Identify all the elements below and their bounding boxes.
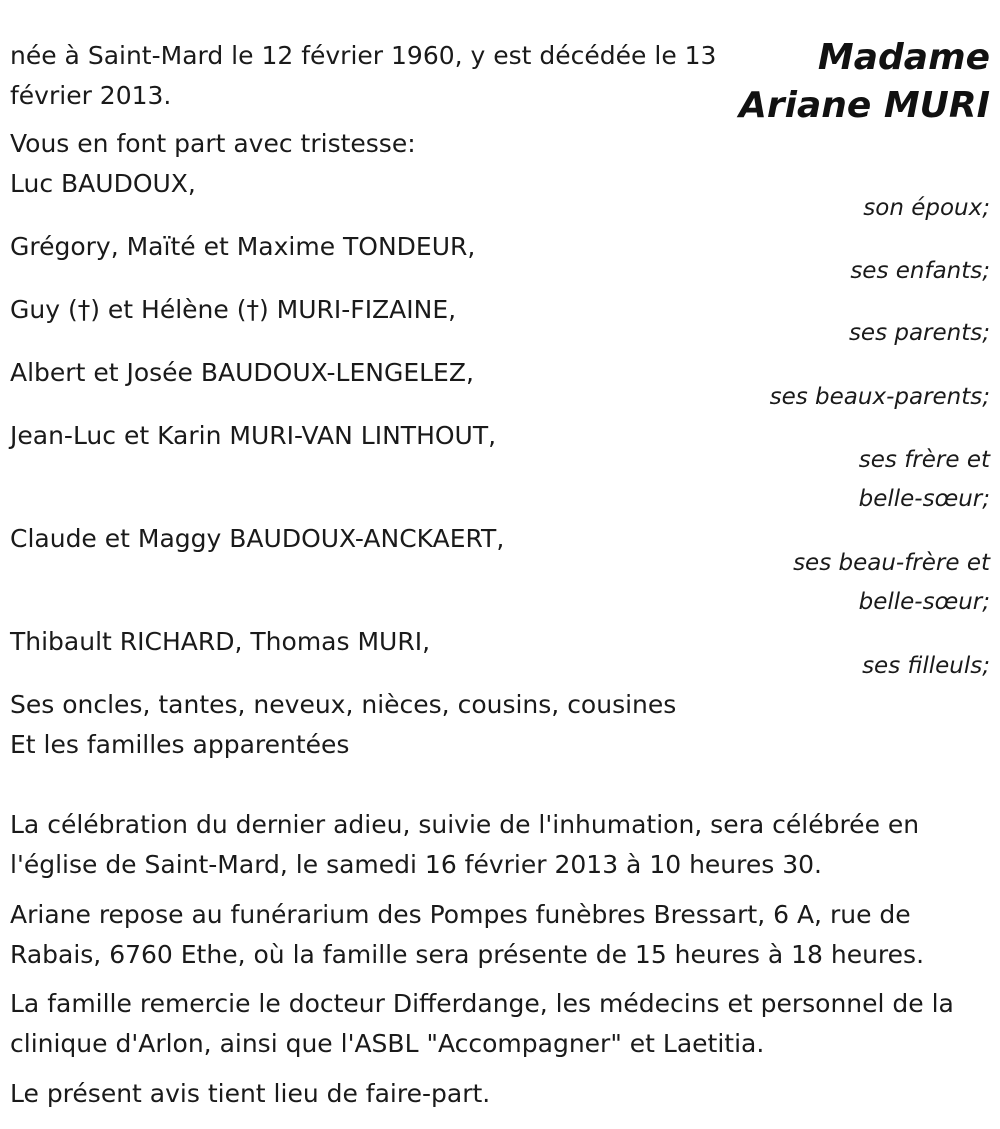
family-role: son époux; xyxy=(863,195,990,221)
heading-title: Madame xyxy=(817,37,990,78)
announcement-line: Vous en font part avec tristesse: xyxy=(10,129,416,158)
extended-family: Ses oncles, tantes, neveux, nièces, cousins, cousines xyxy=(10,690,677,719)
family-names: Claude et Maggy BAUDOUX-ANCKAERT, xyxy=(10,524,505,553)
thanks-message: La famille remercie le docteur Differdange, les médecins et personnel de la clinique d'Arlon, ainsi que l'ASBL "Accompagner" et Laetitia. xyxy=(10,989,954,1058)
related-families: Et les familles apparentées xyxy=(10,730,350,759)
family-names: Thibault RICHARD, Thomas MURI, xyxy=(10,627,431,656)
family-role: ses enfants; xyxy=(850,258,990,284)
family-role: ses parents; xyxy=(848,320,990,346)
family-names: Jean-Luc et Karin MURI-VAN LINTHOUT, xyxy=(10,421,497,450)
family-names: Luc BAUDOUX, xyxy=(10,169,196,198)
family-names: Grégory, Maïté et Maxime TONDEUR, xyxy=(10,232,476,261)
family-role: ses beaux-parents; xyxy=(769,384,990,410)
family-role: belle-sœur; xyxy=(858,486,990,512)
deceased-name: Ariane MURI xyxy=(739,85,990,126)
family-role: belle-sœur; xyxy=(858,589,990,615)
funeral-home-info: Ariane repose au funérarium des Pompes funèbres Bressart, 6 A, rue de Rabais, 6760 Ethe, où la famille sera présente de 15 heures à 18 heures. xyxy=(10,900,925,969)
notice-line: Le présent avis tient lieu de faire-part. xyxy=(10,1079,491,1108)
family-names: Guy (†) et Hélène (†) MURI-FIZAINE, xyxy=(10,295,457,324)
deceased-heading xyxy=(739,34,990,130)
family-role: ses filleuls; xyxy=(862,653,990,679)
family-names: Albert et Josée BAUDOUX-LENGELEZ, xyxy=(10,358,474,387)
birth-death-statement: née à Saint-Mard le 12 février 1960, y est décédée le 13 février 2013. xyxy=(10,41,717,110)
family-role: ses frère et xyxy=(858,447,990,473)
family-role: ses beau-frère et xyxy=(793,550,990,576)
ceremony-info: La célébration du dernier adieu, suivie de l'inhumation, sera célébrée en l'église de Saint-Mard, le samedi 16 février 2013 à 10 heures 30. xyxy=(10,810,920,879)
